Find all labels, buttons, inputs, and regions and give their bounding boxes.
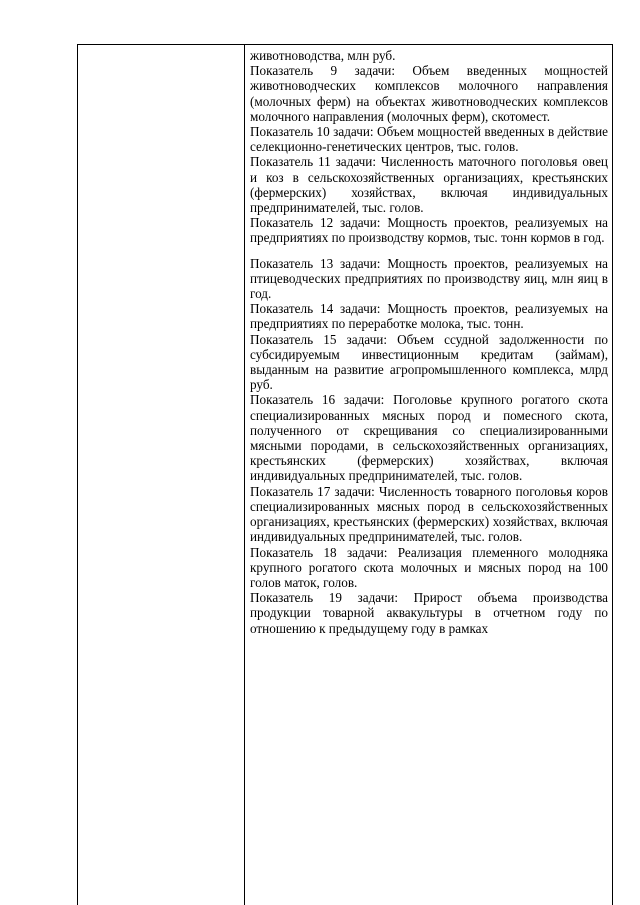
paragraph-indicator-15: Показатель 15 задачи: Объем ссудной задолженности по субсидируемым инвестиционным кредитам (займам), выданным на развитие агропромышленного комплекса, млрд руб. bbox=[250, 331, 608, 393]
document-table bbox=[77, 44, 613, 905]
paragraph-indicator-12: Показатель 12 задачи: Мощность проектов, реализуемых на предприятиях по производству кормов, тыс. тонн кормов в год. bbox=[250, 215, 608, 246]
paragraph-livestock-tail: животноводства, млн руб. bbox=[250, 48, 396, 63]
paragraph-indicator-10: Показатель 10 задачи: Объем мощностей введенных в действие селекционно-генетических центров, тыс. голов. bbox=[250, 124, 608, 155]
paragraph-indicator-11: Показатель 11 задачи: Численность маточного поголовья овец и коз в сельскохозяйственных организациях, крестьянских (фермерских) хозяйствах, включая индивидуальных предпринимателей, тыс. голов. bbox=[250, 154, 608, 216]
paragraph-indicator-17: Показатель 17 задачи: Численность товарного поголовья коров специализированных мясных пород в сельскохозяйственных организациях, крестьянских (фермерских) хозяйствах, включая индивидуальных предпринимателей, тыс. голов. bbox=[250, 483, 608, 545]
paragraph-indicator-13: Показатель 13 задачи: Мощность проектов, реализуемых на птицеводческих предприятиях по производству яиц, млн яиц в год. bbox=[250, 255, 608, 302]
paragraph-indicator-18: Показатель 18 задачи: Реализация племенного молодняка крупного рогатого скота молочных и мясных пород на 100 голов маток, голов. bbox=[250, 544, 608, 590]
table-left-column bbox=[78, 45, 245, 905]
paragraph-indicator-9: Показатель 9 задачи: Объем введенных мощностей животноводческих комплексов молочного направления (молочных ферм) на объектах животноводческих комплексов молочного направления (молочных ферм), скотомест. bbox=[250, 63, 608, 124]
table-right-column bbox=[245, 45, 612, 636]
paragraph-indicator-19: Показатель 19 задачи: Прирост объема производства продукции товарной аквакультуры в отчетном году по отношению к предыдущему году в рамках bbox=[250, 590, 608, 636]
paragraph-indicator-14: Показатель 14 задачи: Мощность проектов, реализуемых на предприятиях по переработке молока, тыс. тонн. bbox=[250, 301, 608, 332]
paragraph-indicator-16: Показатель 16 задачи: Поголовье крупного рогатого скота специализированных мясных пород и помесного скота, полученного от скрещивания со специализированными мясными породами, в сельскохозяйственных организациях, крестьянских (фермерских) хозяйствах, включая индивидуальных предпринимателей, тыс. голов. bbox=[250, 392, 608, 484]
